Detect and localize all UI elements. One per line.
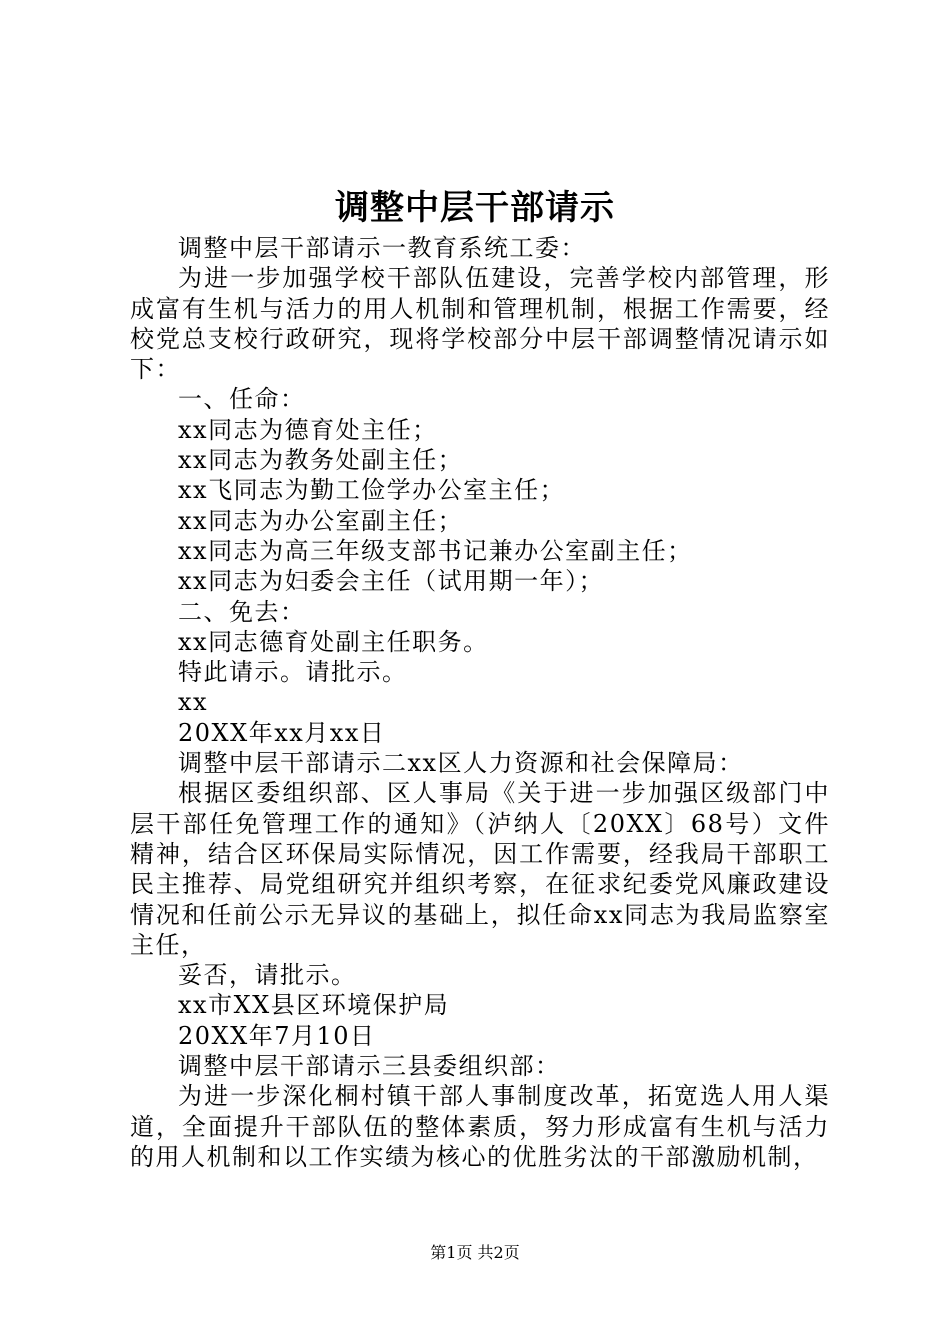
paragraph: 根据区委组织部、区人事局《关于进一步加强区级部门中层干部任免管理工作的通知》（泸纳人〔20XX〕68号）文件精神，结合区环保局实际情况，因工作需要，经我局干部职工民主推荐、局党组研究并组织考察，在征求纪委党风廉政建设情况和任前公示无异议的基础上，拟任命xx同志为我局监察室主任，: [130, 779, 830, 959]
paragraph: xx同志为办公室副主任；: [178, 506, 464, 535]
paragraph: xx市XX县区环境保护局: [178, 991, 450, 1020]
paragraph: 20XX年7月10日: [178, 1021, 376, 1050]
paragraph: 特此请示。请批示。: [178, 658, 408, 687]
paragraph: 调整中层干部请示三县委组织部：: [178, 1052, 561, 1081]
paragraph: 调整中层干部请示二xx区人力资源和社会保障局：: [178, 749, 744, 778]
document-title: 调整中层干部请示: [335, 188, 615, 228]
paragraph: 调整中层干部请示一教育系统工委：: [178, 234, 586, 262]
paragraph: 为进一步加强学校干部队伍建设，完善学校内部管理，形成富有生机与活力的用人机制和管理机制，根据工作需要，经校党总支校行政研究，现将学校部分中层干部调整情况请示如下：: [130, 264, 830, 384]
paragraph: xx同志为妇委会主任（试用期一年）；: [178, 567, 605, 596]
document-body: [130, 233, 830, 1172]
paragraph: xx同志为德育处主任；: [178, 415, 438, 444]
paragraph: xx同志德育处副主任职务。: [178, 627, 489, 656]
paragraph: xx同志为高三年级支部书记兼办公室副主任；: [178, 536, 693, 565]
paragraph: 为进一步深化桐村镇干部人事制度改革，拓宽选人用人渠道，全面提升干部队伍的整体素质，努力形成富有生机与活力的用人机制和以工作实绩为核心的优胜劣汰的干部激励机制，: [130, 1082, 830, 1171]
paragraph: 20XX年xx月xx日: [178, 718, 386, 747]
paragraph: xx飞同志为勤工俭学办公室主任；: [178, 476, 566, 505]
paragraph: 妥否，请批示。: [178, 961, 357, 990]
paragraph: xx: [178, 688, 209, 717]
paragraph: 一、任命：: [178, 385, 306, 414]
page-footer: 第1页 共2页: [430, 1243, 520, 1262]
paragraph: xx同志为教务处副主任；: [178, 446, 464, 475]
paragraph: 二、免去：: [178, 597, 306, 626]
